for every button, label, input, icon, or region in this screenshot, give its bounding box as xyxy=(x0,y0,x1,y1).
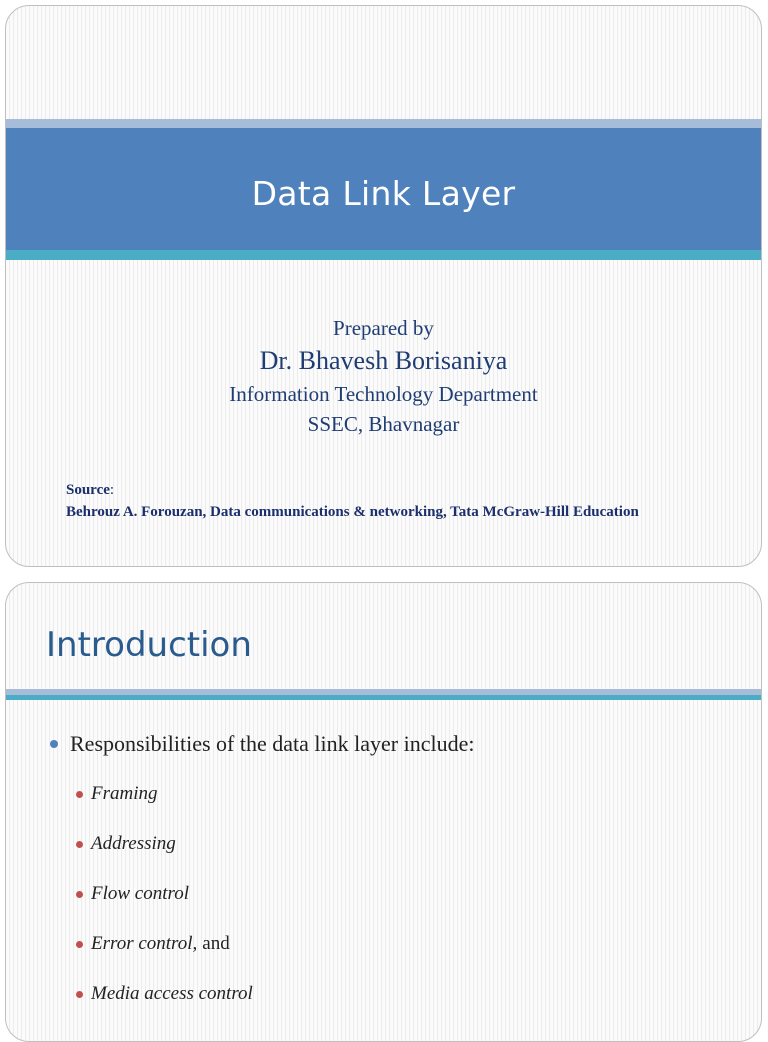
bullet-dot-icon xyxy=(50,740,58,748)
source-colon: : xyxy=(109,482,115,498)
source-label: Source xyxy=(66,482,110,498)
list-item-text: Framing xyxy=(91,783,158,804)
list-item xyxy=(76,933,253,983)
prepared-by-label: Prepared by xyxy=(333,316,434,340)
list-item-suffix: and xyxy=(202,933,230,954)
source-citation xyxy=(66,479,726,523)
list-item xyxy=(76,983,253,1033)
author-name: Dr. Bhavesh Borisaniya xyxy=(259,346,508,375)
slide-title: Data Link Layer xyxy=(251,173,516,213)
list-item-text: Flow control xyxy=(91,883,189,904)
sub-bullet-dot-icon xyxy=(76,791,83,798)
college-name: SSEC, Bhavnagar xyxy=(307,412,460,436)
title-band-bottom-stripe xyxy=(6,250,761,260)
sub-bullet-dot-icon xyxy=(76,991,83,998)
responsibility-list xyxy=(76,783,253,1033)
department-name: Information Technology Department xyxy=(229,382,538,406)
list-item xyxy=(76,883,253,933)
main-bullet xyxy=(50,731,474,757)
title-slide xyxy=(5,5,762,567)
list-item-text: Error control, xyxy=(91,933,198,954)
sub-bullet-dot-icon xyxy=(76,891,83,898)
list-item-text: Media access control xyxy=(91,983,253,1004)
list-item xyxy=(76,783,253,833)
introduction-title: Introduction xyxy=(46,625,252,665)
list-item-text: Addressing xyxy=(91,833,176,854)
introduction-slide xyxy=(5,582,762,1042)
title-band-top-stripe xyxy=(6,119,761,128)
sub-bullet-dot-icon xyxy=(76,841,83,848)
title-band xyxy=(6,128,761,250)
list-item xyxy=(76,833,253,883)
subtitle-block xyxy=(6,313,761,439)
source-text: Behrouz A. Forouzan, Data communications & networking, Tata McGraw-Hill Education xyxy=(66,504,639,520)
main-bullet-text: Responsibilities of the data link layer include: xyxy=(70,731,475,756)
sub-bullet-dot-icon xyxy=(76,941,83,948)
title-rule-accent xyxy=(6,695,761,700)
